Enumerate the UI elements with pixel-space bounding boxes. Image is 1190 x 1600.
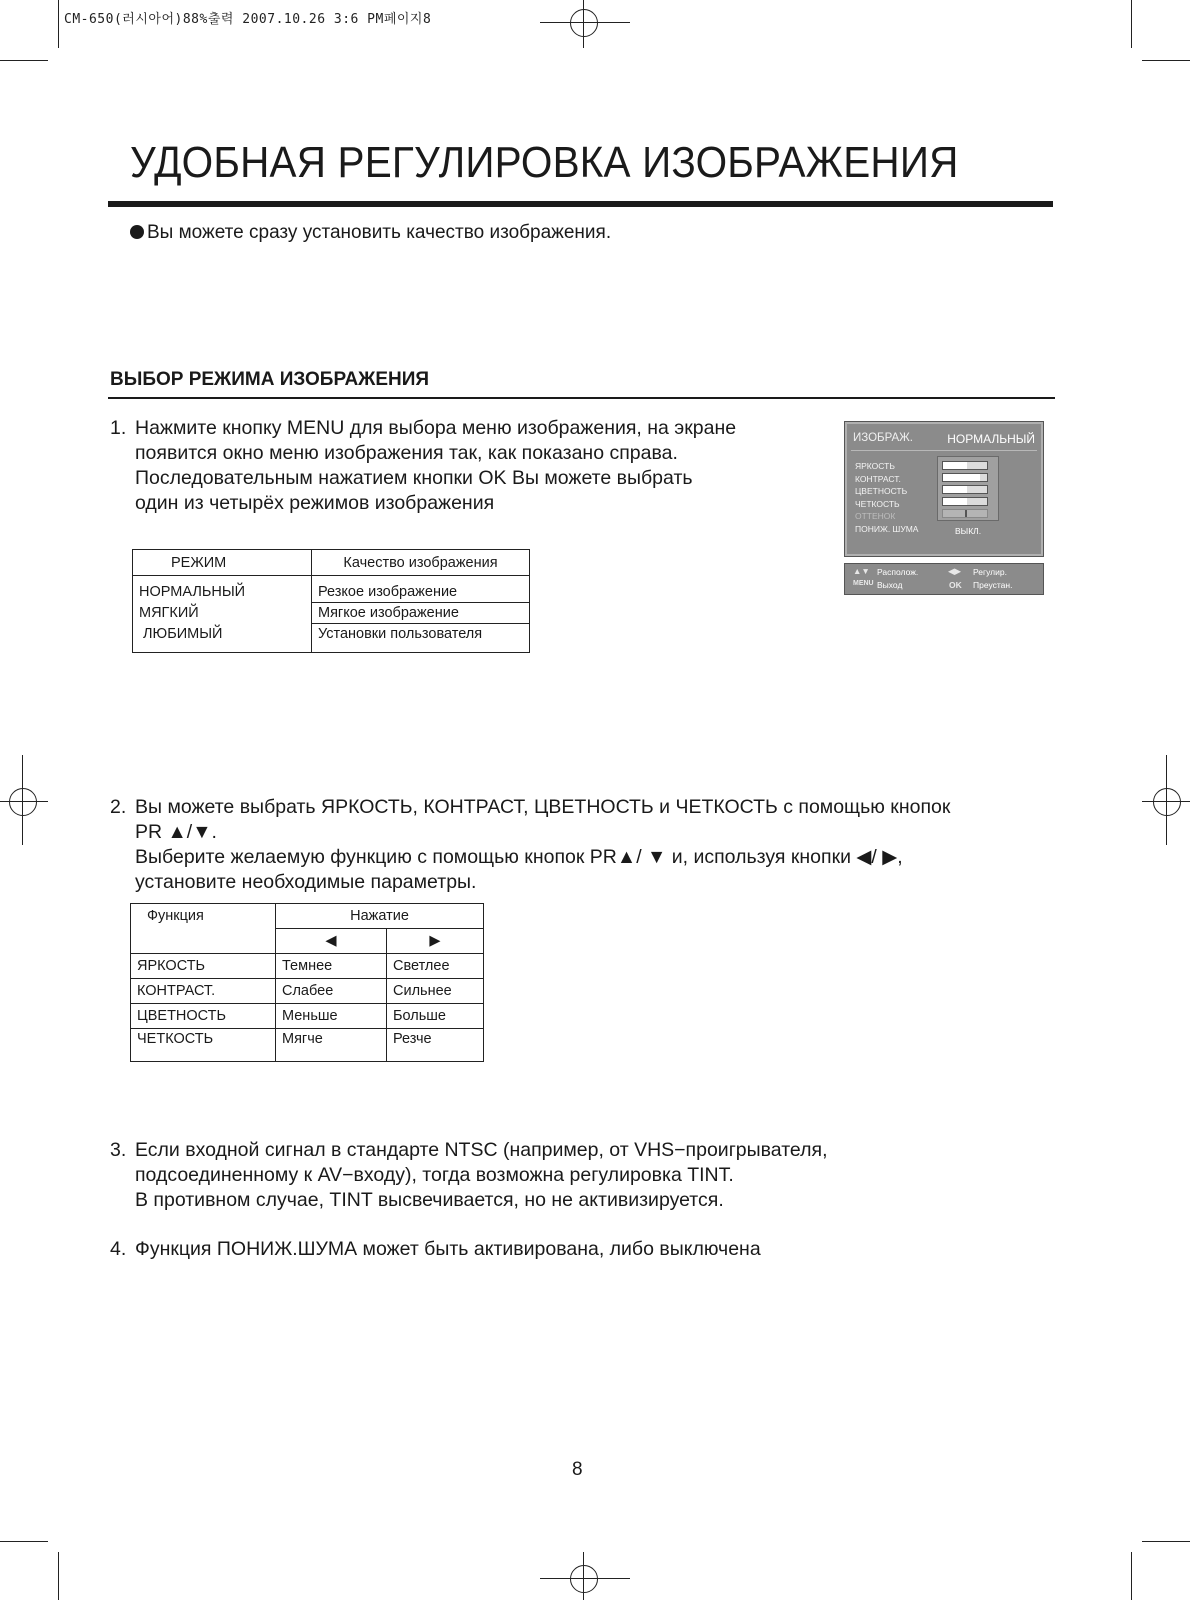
table-cell: ЛЮБИМЫЙ [133, 624, 312, 653]
table-cell: Меньше [276, 1004, 387, 1029]
table-cell: ЧЕТКОСТЬ [131, 1029, 276, 1062]
step-number: 3. [110, 1139, 127, 1161]
intro-label: Вы можете сразу установить качество изображения. [147, 222, 612, 243]
osd-level-bar [942, 509, 988, 518]
step-line: один из четырёх режимов изображения [135, 492, 495, 514]
table-row [131, 954, 484, 979]
step-line: установите необходимые параметры. [135, 871, 477, 893]
table-row [133, 624, 530, 653]
table-cell: МЯГКИЙ [133, 603, 312, 624]
bullet-icon [130, 225, 144, 239]
column-header: Нажатие [276, 904, 484, 929]
osd-help-bar [844, 563, 1044, 595]
picture-mode-table [132, 549, 530, 653]
osd-item-tint: ОТТЕНОК [855, 511, 896, 521]
table-cell: Резче [393, 1031, 432, 1047]
step-line: Вы можете выбрать ЯРКОСТЬ, КОНТРАСТ, ЦВЕТНОСТЬ и ЧЕТКОСТЬ с помощью кнопок [135, 796, 951, 818]
step-line: Последовательным нажатием кнопки OK Вы можете выбрать [135, 467, 693, 489]
osd-item-color: ЦВЕТНОСТЬ [855, 486, 908, 496]
function-table [130, 903, 484, 1062]
step-4 [110, 1237, 761, 1262]
step-number: 2. [110, 796, 127, 818]
step-1 [110, 416, 736, 516]
osd-level-panel [937, 456, 999, 536]
osd-mode: НОРМАЛЬНЫЙ [947, 432, 1035, 446]
updown-icon: ▲▼ [853, 566, 870, 576]
osd-level-bar [942, 473, 988, 482]
osd-level-bar [942, 485, 988, 494]
osd-item-sharpness: ЧЕТКОСТЬ [855, 498, 900, 509]
intro-text [130, 222, 611, 244]
table-cell: Мягкое изображение [312, 603, 530, 624]
table-cell: Светлее [387, 954, 484, 979]
table-cell: Темнее [276, 954, 387, 979]
osd-help-label: Преустан. [973, 580, 1013, 590]
osd-title: ИЗОБРАЖ. [853, 432, 913, 444]
osd-level-bar [942, 461, 988, 470]
step-line: PR ▲/▼. [135, 821, 217, 843]
table-cell: Больше [387, 1004, 484, 1029]
table-row [131, 979, 484, 1004]
osd-picture-menu [844, 421, 1044, 557]
step-number: 1. [110, 417, 127, 439]
title-rule [108, 201, 1053, 207]
table-cell: НОРМАЛЬНЫЙ [133, 576, 312, 603]
step-line: появится окно меню изображения так, как показано справа. [135, 442, 678, 464]
page-number: 8 [572, 1459, 583, 1480]
step-2 [110, 795, 950, 895]
table-cell: Слабее [276, 979, 387, 1004]
osd-help-label: Выход [877, 580, 903, 590]
osd-item-noise: ПОНИЖ. ШУМА [855, 523, 919, 534]
menu-key-icon: MENU [853, 580, 874, 587]
step-line: Функция ПОНИЖ.ШУМА может быть активирована, либо выключена [135, 1238, 761, 1260]
table-cell: Мягче [276, 1029, 387, 1062]
table-row [133, 576, 530, 603]
step-line: подсоединенному к AV−входу), тогда возможна регулировка TINT. [135, 1164, 734, 1186]
table-cell: Сильнее [387, 979, 484, 1004]
column-header: РЕЖИМ [133, 550, 312, 576]
section-rule [108, 397, 1055, 399]
table-cell: ЯРКОСТЬ [131, 954, 276, 979]
osd-level-bar [942, 497, 988, 506]
page-title: УДОБНАЯ РЕГУЛИРОВКА ИЗОБРАЖЕНИЯ [130, 138, 959, 187]
step-number: 4. [110, 1238, 127, 1260]
table-cell: ЦВЕТНОСТЬ [131, 1004, 276, 1029]
step-line: Выберите желаемую функцию с помощью кнопок PR▲/ ▼ и, используя кнопки ◀/ ▶, [135, 846, 903, 868]
step-line: Нажмите кнопку MENU для выбора меню изображения, на экране [135, 417, 737, 439]
ok-key-icon: OK [949, 580, 962, 590]
osd-item-brightness: ЯРКОСТЬ [855, 461, 895, 471]
print-header: CM-650(러시아어)88%출력 2007.10.26 3:6 PM페이지8 [64, 12, 432, 27]
table-cell: КОНТРАСТ. [131, 979, 276, 1004]
step-line: В противном случае, TINT высвечивается, но не активизируется. [135, 1189, 724, 1211]
table-cell: Резкое изображение [312, 576, 530, 603]
osd-help-label: Регулир. [973, 567, 1007, 577]
step-3 [110, 1138, 828, 1213]
osd-header [851, 428, 1037, 451]
column-header: Функция [131, 904, 276, 929]
osd-item-contrast: КОНТРАСТ. [855, 473, 901, 484]
table-row [131, 1004, 484, 1029]
step-line: Если входной сигнал в стандарте NTSC (например, от VHS−проигрывателя, [135, 1139, 828, 1161]
section-heading: ВЫБОР РЕЖИМА ИЗОБРАЖЕНИЯ [110, 369, 430, 390]
table-cell: Установки пользователя [318, 626, 483, 642]
table-row [131, 1029, 484, 1062]
table-cell-empty [131, 929, 276, 954]
table-row [133, 603, 530, 624]
osd-noise-value: ВЫКЛ. [955, 526, 982, 536]
osd-help-label: Располож. [877, 567, 919, 577]
right-arrow-icon: ▶ [387, 929, 484, 954]
column-header: Качество изображения [312, 550, 530, 576]
osd-item-list [855, 460, 918, 535]
leftright-icon: ◀▶ [948, 566, 962, 576]
left-arrow-icon: ◀ [276, 929, 387, 954]
